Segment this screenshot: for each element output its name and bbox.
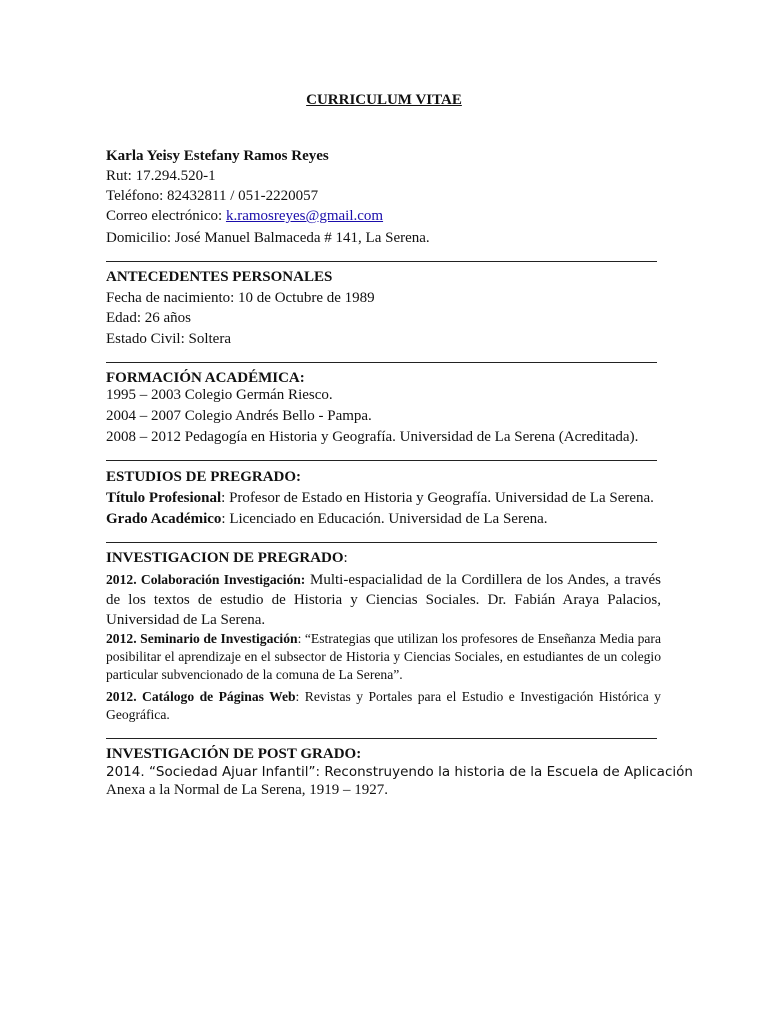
address-line: Domicilio: José Manuel Balmaceda # 141, La Serena. [106, 230, 430, 246]
titulo-line [106, 489, 654, 507]
grado-text: : Licenciado en Educación. Universidad de La Serena. [221, 511, 548, 527]
postgrado-line-1: 2014. “Sociedad Ajuar Infantil”: Reconstruyendo la historia de la Escuela de Aplicación [106, 764, 693, 780]
formacion-item: 2008 – 2012 Pedagogía en Historia y Geografía. Universidad de La Serena (Acreditada). [106, 429, 639, 445]
formacion-heading: FORMACIÓN ACADÉMICA: [106, 370, 305, 386]
investigation-item [106, 688, 661, 724]
section-divider [106, 362, 657, 363]
section-divider [106, 738, 657, 739]
section-divider [106, 460, 657, 461]
section-divider [106, 261, 657, 262]
investigation-item [106, 630, 661, 684]
investigation-item [106, 570, 661, 630]
document-title: CURRICULUM VITAE [306, 92, 462, 108]
postgrado-heading: INVESTIGACIÓN DE POST GRADO: [106, 746, 362, 762]
titulo-text: : Profesor de Estado en Historia y Geografía. Universidad de La Serena. [221, 490, 654, 506]
email-line [106, 207, 383, 225]
email-label: Correo electrónico: [106, 208, 226, 224]
civil-line: Estado Civil: Soltera [106, 331, 231, 347]
investigation-label: 2012. Seminario de Investigación [106, 631, 298, 646]
grado-label: Grado Académico [106, 511, 222, 527]
postgrado-line-2: Anexa a la Normal de La Serena, 1919 – 1927. [106, 782, 388, 798]
formacion-item: 2004 – 2007 Colegio Andrés Bello - Pampa. [106, 408, 372, 424]
rut-line: Rut: 17.294.520-1 [106, 168, 216, 184]
section-divider [106, 542, 657, 543]
inv-pregrado-colon: : [343, 550, 348, 566]
inv-pregrado-heading: INVESTIGACION DE PREGRADO [106, 550, 344, 566]
investigation-label: 2012. Catálogo de Páginas Web [106, 689, 296, 704]
grado-line [106, 510, 548, 528]
age-line: Edad: 26 años [106, 310, 191, 326]
phone-line: Teléfono: 82432811 / 051-2220057 [106, 188, 319, 204]
email-link[interactable]: k.ramosreyes@gmail.com [225, 208, 384, 224]
investigation-text: : “Estrategias que utilizan los profesores de Enseñanza Media para posibilitar el aprendizaje en el subsector de Historia y Ciencias Sociales, en estudiantes de un colegio particular subvencionado de la comuna de La Serena”. [106, 631, 661, 682]
person-name: Karla Yeisy Estefany Ramos Reyes [106, 148, 329, 164]
formacion-item: 1995 – 2003 Colegio Germán Riesco. [106, 387, 333, 403]
titulo-label: Título Profesional [106, 490, 222, 506]
inv-pregrado-heading-line [106, 549, 348, 567]
investigation-label: 2012. Colaboración Investigación: [106, 572, 306, 587]
antecedentes-heading: ANTECEDENTES PERSONALES [106, 269, 333, 285]
investigation-text: : Revistas y Portales para el Estudio e Investigación Histórica y Geográfica. [106, 689, 661, 722]
investigation-text: Multi-espacialidad de la Cordillera de los Andes, a través de los textos de estudio de Historia y Ciencias Sociales. Dr. Fabián Araya Palacios, Universidad de La Serena. [106, 572, 661, 628]
pregrado-heading: ESTUDIOS DE PREGRADO: [106, 469, 302, 485]
birth-line: Fecha de nacimiento: 10 de Octubre de 1989 [106, 290, 375, 306]
